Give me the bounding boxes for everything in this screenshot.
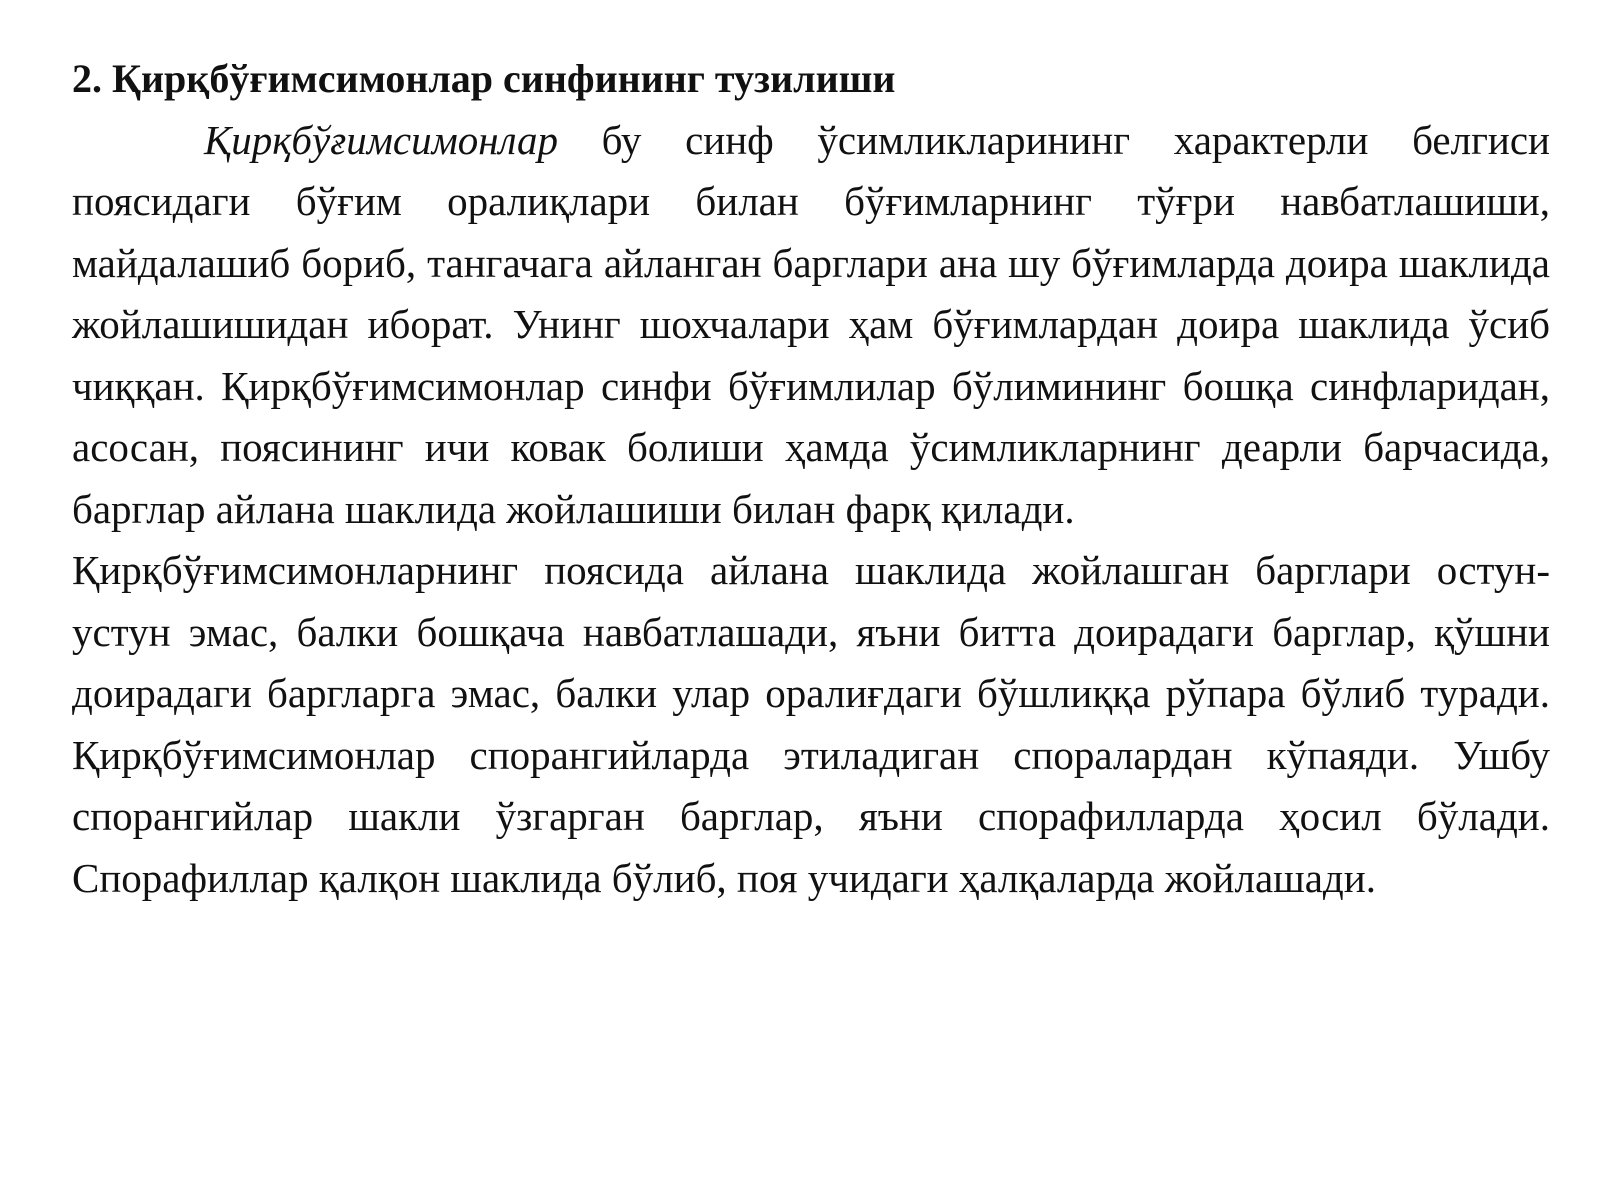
document-body	[72, 48, 1550, 909]
paragraph-1-text: бу синф ўсимликларининг характерли белгиси поясидаги бўғим оралиқлари билан бўғимларнинг тўғри навбатлашиши, майдалашиб бориб, тангачага айланган барглари ана шу бўғимларда доира шаклида жойлашишидан иборат. Унинг шохчалари ҳам бўғимлардан доира шаклида ўсиб чиққан. Қирқбўғимсимонлар синфи бўғимлилар бўлимининг бошқа синфларидан, асосан, поясининг ичи ковак болиши ҳамда ўсимликларнинг деарли барчасида, барглар айлана шаклида жойлашиши билан фарқ қилади.	[72, 116, 1550, 532]
paragraph-1	[72, 110, 1550, 541]
paragraph-1-lead-term: Қирқбўғимсимонлар	[204, 116, 558, 163]
paragraph-2: Қирқбўғимсимонларнинг поясида айлана шаклида жойлашган барглари остун-устун эмас, балки бошқача навбатлашади, яъни битта доирадаги барглар, қўшни доирадаги баргларга эмас, балки улар оралиғдаги бўшлиққа рўпара бўлиб туради. Қирқбўғимсимонлар спорангийларда этиладиган споралардан кўпаяди. Ушбу спорангийлар шакли ўзгарган барглар, яъни спорафилларда ҳосил бўлади. Спорафиллар қалқон шаклида бўлиб, поя учидаги ҳалқаларда жойлашади.	[72, 547, 1550, 901]
section-heading: 2. Қирқбўғимсимонлар синфининг тузилиши	[72, 56, 896, 101]
